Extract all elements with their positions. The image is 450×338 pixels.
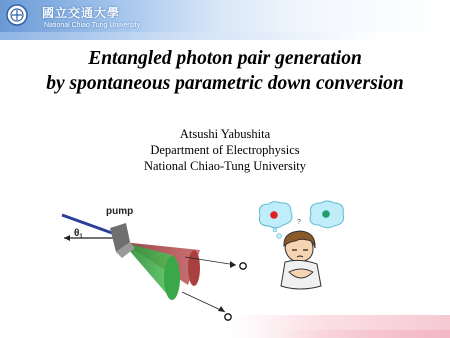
author-department: Department of Electrophysics: [150, 143, 300, 157]
author-institution: National Chiao-Tung University: [143, 159, 307, 173]
spdc-diagram: [60, 200, 260, 330]
red-cone-rim: [188, 250, 200, 286]
photon-arrow-upper: [230, 261, 236, 268]
photon-path-lower: [182, 292, 225, 312]
title-line-2: by spontaneous parametric down conversion: [46, 73, 404, 94]
question-mark: ?: [297, 219, 301, 226]
slide-title: [0, 46, 450, 96]
title-line-1: Entangled photon pair generation: [88, 48, 362, 69]
author-name: Atsushi Yabushita: [179, 127, 271, 141]
thinking-person-illustration: [255, 200, 355, 295]
author-block: [0, 126, 450, 174]
university-logo-icon: [6, 4, 28, 26]
theta-label: $\theta_1$: [74, 228, 83, 240]
angle-arrowhead: [64, 235, 70, 241]
university-name-english: National Chiao Tung University: [44, 22, 141, 29]
detector-upper: [240, 263, 246, 269]
pump-label: pump: [106, 206, 134, 217]
university-name-chinese: 國立交通大學: [42, 6, 121, 20]
green-cone-rim: [164, 256, 180, 300]
bubble-tail-large: [277, 234, 282, 239]
decorative-bottom-bar-accent: [280, 330, 450, 338]
pump-beam: [62, 215, 112, 233]
red-dot-icon: [270, 211, 278, 219]
bubble-tail-small: [273, 228, 277, 232]
header-banner: [0, 0, 450, 40]
green-dot-icon: [322, 210, 330, 218]
header-band: [0, 32, 450, 40]
